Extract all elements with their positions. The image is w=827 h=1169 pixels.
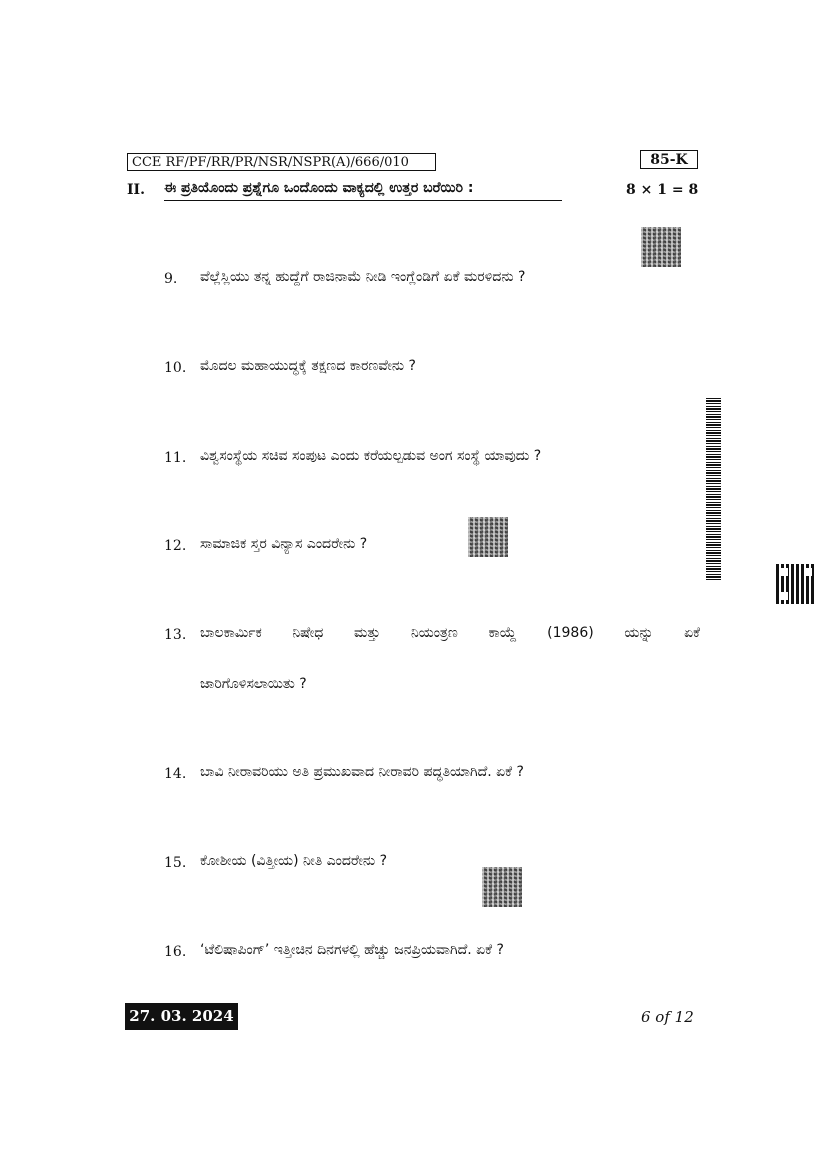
question-number: 9. [164, 271, 178, 287]
word: ಕಾಯ್ದೆ [488, 625, 517, 641]
security-pattern-2 [468, 517, 508, 557]
question-number: 14. [164, 766, 187, 782]
word: ಮತ್ತು [353, 625, 381, 641]
question-text: ಬಾವಿ ನೀರಾವರಿಯು ಅತಿ ಪ್ರಮುಖವಾದ ನೀರಾವರಿ ಪದ್ಧತಿಯಾಗಿದೆ. ಏಕೆ ? [200, 764, 524, 780]
question-number: 10. [164, 360, 187, 376]
section-number: II. [127, 182, 145, 198]
word: ಯನ್ನು [624, 625, 654, 641]
paper-code: 85-K [650, 152, 688, 168]
word: ಬಾಲಕಾರ್ಮಿಕ [200, 625, 262, 641]
question-text: ಮೊದಲ ಮಹಾಯುದ್ಧಕ್ಕೆ ತಕ್ಷಣದ ಕಾರಣವೇನು ? [200, 358, 416, 374]
question-number: 12. [164, 538, 187, 554]
question-text: ಕೋಶೀಯ (ವಿತ್ತೀಯ) ನೀತಿ ಎಂದರೇನು ? [200, 853, 388, 869]
qr-code-icon [776, 564, 816, 604]
word: ನಿಯಂತ್ರಣ [410, 625, 458, 641]
exam-code-box [127, 153, 436, 171]
question-text: ವೆಲ್ಲೆಸ್ಲಿಯು ತನ್ನ ಹುದ್ದೆಗೆ ರಾಜಿನಾಮೆ ನೀಡಿ ಇಂಗ್ಲೆಂಡಿಗೆ ಏಕೆ ಮರಳಿದನು ? [200, 269, 526, 285]
question-text-line-2: ಜಾರಿಗೊಳಿಸಲಾಯಿತು ? [200, 676, 307, 692]
question-text: ‘ಟೆಲಿಷಾಪಿಂಗ್’ ಇತ್ತೀಚಿನ ದಿನಗಳಲ್ಲಿ ಹೆಚ್ಚು ಜನಪ್ರಿಯವಾಗಿದೆ. ಏಕೆ ? [200, 942, 504, 958]
question-number: 11. [164, 450, 187, 466]
word: ನಿಷೇಧ [292, 625, 324, 641]
question-text: ಸಾಮಾಜಿಕ ಸ್ತರ ವಿನ್ಯಾಸ ಎಂದರೇನು ? [200, 536, 368, 552]
question-number: 15. [164, 855, 187, 871]
question-number: 13. [164, 627, 187, 643]
exam-date: 27. 03. 2024 [125, 1003, 238, 1030]
word: ಏಕೆ [684, 625, 700, 641]
page-number: 6 of 12 [641, 1008, 694, 1026]
barcode [706, 396, 721, 580]
word: (1986) [547, 625, 594, 641]
paper-code-box [640, 150, 698, 169]
section-instruction: ಈ ಪ್ರತಿಯೊಂದು ಪ್ರಶ್ನೆಗೂ ಒಂದೊಂದು ವಾಕ್ಯದಲ್ಲಿ ಉತ್ತರ ಬರೆಯಿರಿ : [164, 180, 562, 201]
question-text-line-1 [200, 625, 700, 641]
security-pattern-1 [641, 227, 681, 267]
exam-code: CCE RF/PF/RR/PR/NSR/NSPR(A)/666/010 [132, 155, 409, 170]
section-marks: 8 × 1 = 8 [626, 182, 699, 198]
question-text: ವಿಶ್ವಸಂಸ್ಥೆಯ ಸಚಿವ ಸಂಪುಟ ಎಂದು ಕರೆಯಲ್ಪಡುವ ಅಂಗ ಸಂಸ್ಥೆ ಯಾವುದು ? [200, 448, 542, 464]
security-pattern-3 [482, 867, 522, 907]
question-number: 16. [164, 944, 187, 960]
